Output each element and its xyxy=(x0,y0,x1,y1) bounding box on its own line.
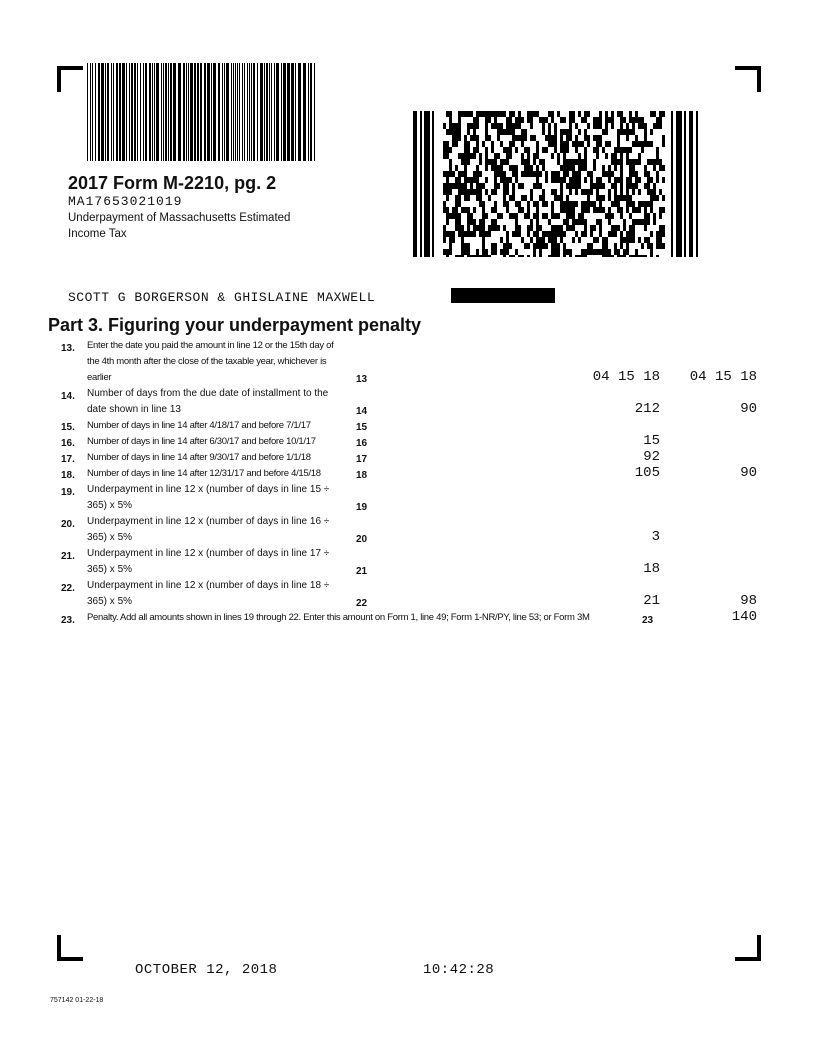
line-14-col2: 90 xyxy=(740,401,757,417)
line-17-col1: 105 xyxy=(634,465,660,481)
line-22-text: Underpayment in line 12 x (number of days in line 18 ÷ 365) x 5% xyxy=(87,580,330,607)
line-21-text: Underpayment in line 12 x (number of days in line 17 ÷ 365) x 5% xyxy=(87,548,330,575)
line-23-number: 23. xyxy=(61,615,75,626)
2d-barcode xyxy=(413,111,701,257)
line-21-number: 21. xyxy=(61,551,75,562)
line-20-number: 20. xyxy=(61,519,75,530)
line-23-ref: 23 xyxy=(642,615,654,626)
line-18-ref: 18 xyxy=(356,470,368,481)
crop-mark-bottom-right xyxy=(735,935,761,961)
line-17-col2: 90 xyxy=(740,465,757,481)
line-21-col1: 18 xyxy=(643,561,660,577)
line-20-text: Underpayment in line 12 x (number of days in line 16 ÷ 365) x 5% xyxy=(87,516,330,543)
line-17-number: 17. xyxy=(61,454,75,465)
line-18-text: Number of days in line 14 after 12/31/17 and before 4/15/18 xyxy=(87,468,321,479)
line-14-number: 14. xyxy=(61,391,75,402)
taxpayer-names: SCOTT G BORGERSON & GHISLAINE MAXWELL xyxy=(68,290,376,305)
line-21-ref: 21 xyxy=(356,566,368,577)
line-22-col1: 21 xyxy=(643,593,660,609)
line-14-text: Number of days from the due date of installment to the date shown in line 13 xyxy=(87,388,329,415)
line-20-ref: 20 xyxy=(356,534,368,545)
print-date: OCTOBER 12, 2018 xyxy=(135,962,278,978)
line-15-number: 15. xyxy=(61,422,75,433)
line-13-ref: 13 xyxy=(356,374,368,385)
line-17-text: Number of days in line 14 after 9/30/17 and before 1/1/18 xyxy=(87,452,311,463)
line-16-text: Number of days in line 14 after 6/30/17 and before 10/1/17 xyxy=(87,436,316,447)
line-17-ref: 17 xyxy=(356,454,368,465)
line-22-col2: 98 xyxy=(740,593,757,609)
line-19-ref: 19 xyxy=(356,502,368,513)
line-19-number: 19. xyxy=(61,487,75,498)
line-18-number: 18. xyxy=(61,470,75,481)
line-14-ref: 14 xyxy=(356,406,368,417)
print-time: 10:42:28 xyxy=(423,962,495,978)
line-22-number: 22. xyxy=(61,583,75,594)
redaction-box xyxy=(451,288,555,303)
line-19-text: Underpayment in line 12 x (number of days in line 15 ÷ 365) x 5% xyxy=(87,484,330,511)
line-13-number: 13. xyxy=(61,343,75,354)
line-13-col2: 04 15 18 xyxy=(689,369,757,385)
crop-mark-top-left xyxy=(57,66,83,92)
line-15-text: Number of days in line 14 after 4/18/17 and before 7/1/17 xyxy=(87,420,311,431)
crop-mark-bottom-left xyxy=(57,935,83,961)
line-16-number: 16. xyxy=(61,438,75,449)
line-16-ref: 16 xyxy=(356,438,368,449)
line-15-ref: 15 xyxy=(356,422,368,433)
form-id: MA17653021019 xyxy=(68,194,183,209)
part-3-title: Part 3. Figuring your underpayment penalty xyxy=(48,315,422,335)
line-16-col1: 92 xyxy=(643,449,660,465)
line-22-ref: 22 xyxy=(356,598,368,609)
line-14-col1: 212 xyxy=(634,401,660,417)
line-13-col1: 04 15 18 xyxy=(592,369,660,385)
line-23-text: Penalty. Add all amounts shown in lines 19 through 22. Enter this amount on Form 1, line 49; Form 1-NR/PY, line 53; or Form 3M xyxy=(87,612,590,623)
form-title: 2017 Form M-2210, pg. 2 xyxy=(68,173,277,193)
form-subtitle: Underpayment of Massachusetts Estimated Income Tax xyxy=(68,212,291,240)
line-15-col1: 15 xyxy=(643,433,660,449)
line-20-col1: 3 xyxy=(651,529,660,545)
crop-mark-top-right xyxy=(735,66,761,92)
line-23-col2: 140 xyxy=(731,609,757,625)
line-13-text: Enter the date you paid the amount in line 12 or the 15th day of the 4th month after the close of the taxable year, whichever is earlier xyxy=(87,340,334,383)
form-code: 757142 01-22-18 xyxy=(50,997,104,1004)
linear-barcode xyxy=(87,63,317,161)
